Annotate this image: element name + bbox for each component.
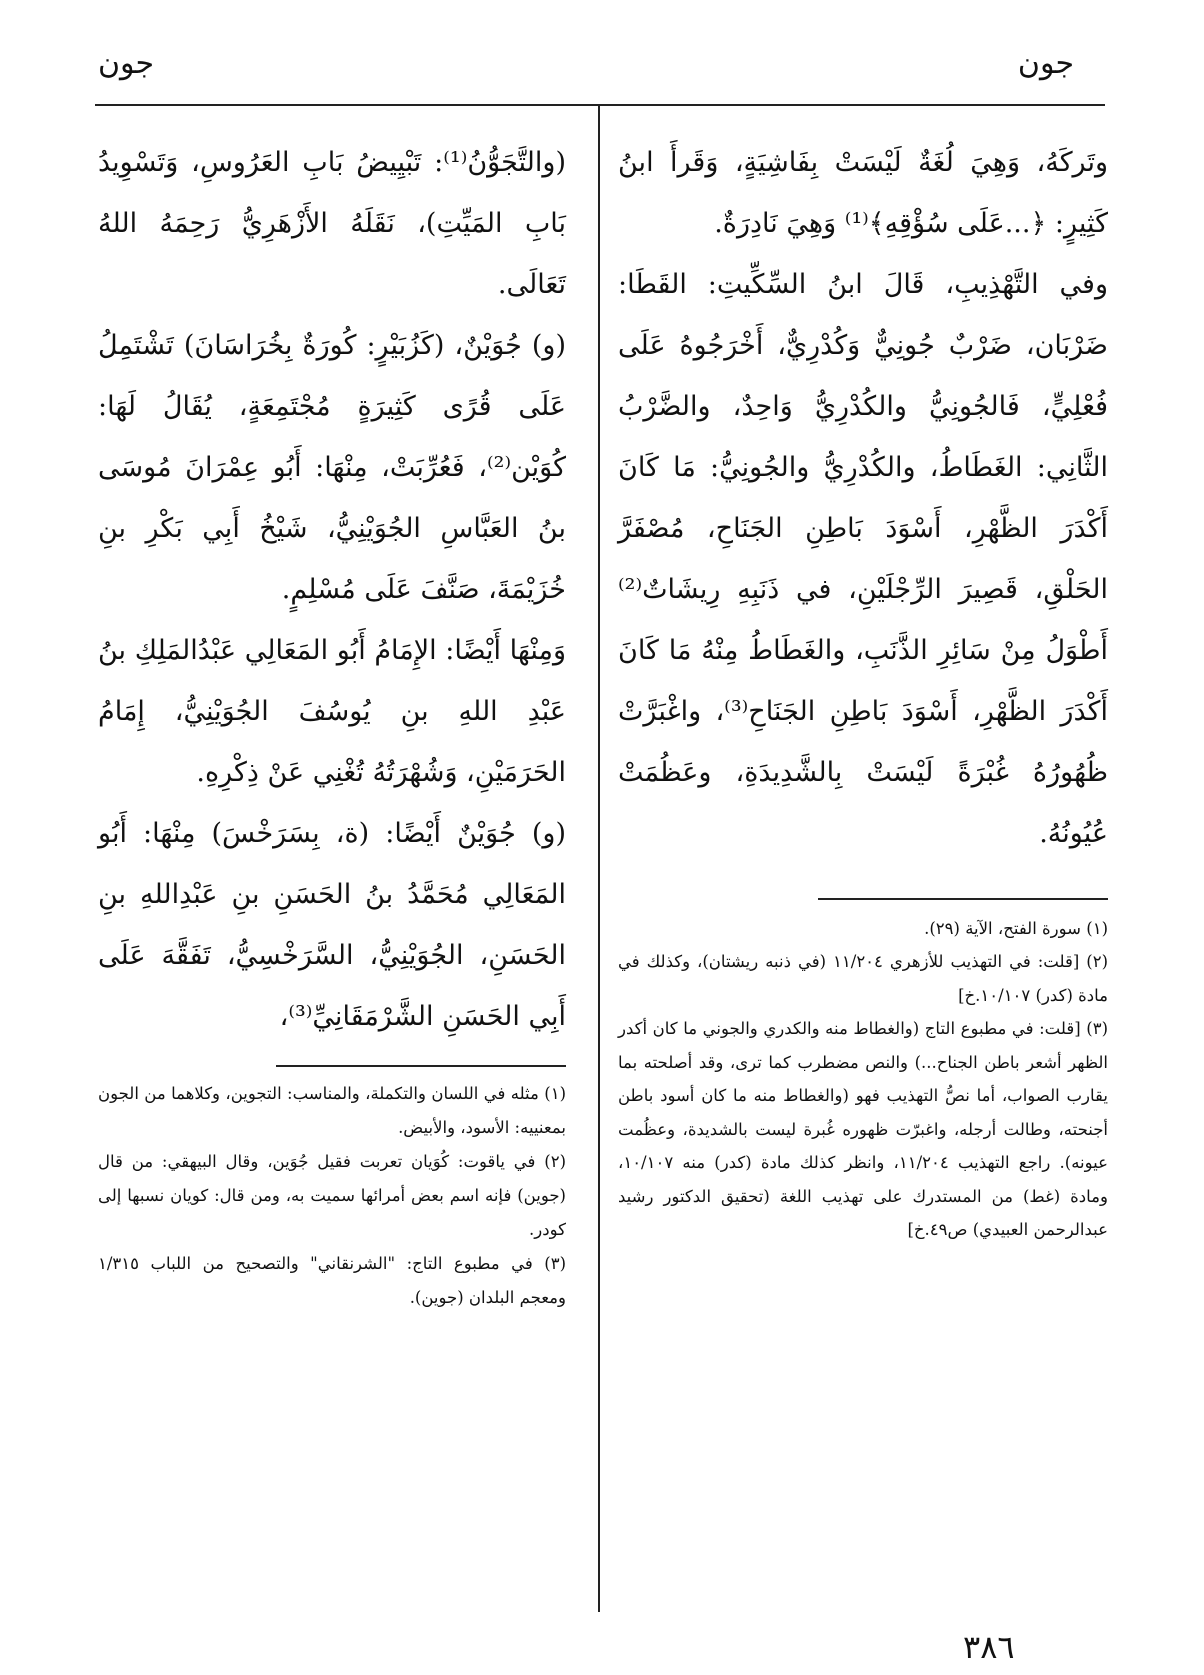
- footnote: (٢) [قلت: في التهذيب للأزهري ١١/٢٠٤ (في ذنبه ريشتان)، وكذلك في مادة (كدر) ١٠/١٠٧.خ]: [618, 952, 1109, 1005]
- running-header-left: جون: [98, 46, 155, 81]
- running-header-right: جون: [1017, 46, 1074, 81]
- page-number: ٣٨٦: [963, 1628, 1015, 1666]
- footnote-rule: [276, 1065, 566, 1067]
- footnote: (٢) في ياقوت: كُوَيان تعربت فقيل جُوَين، وقال البيهقي: من قال (جوين) فإنه اسم بعض أمرائها سميت به، ومن قال: كويان نسبها إلى كودر.: [98, 1151, 566, 1239]
- paragraph: وتَركَهُ، وَهِيَ لُغَةٌ لَيْسَتْ بِفَاشِيَةٍ، وَقَرأَ ابنُ كَثِيرٍ: ﴿...عَلَى سُؤْقِهِ﴾⁽¹⁾ وَهِيَ نَادِرَةٌ.: [618, 147, 1108, 239]
- right-column-footnotes: [618, 912, 1108, 1247]
- paragraph: (و) جُوَيْنٌ، (كَزُبَيْرٍ: كُورَةٌ بِخُرَاسَانَ) تَشْتَمِلُ عَلَى قُرًى كَثِيرَةٍ مُجْتَمِعَةٍ، يُقَالُ لَهَا: كُوَيْن⁽²⁾، فَعُرِّبَتْ، مِنْهَا: أَبُو عِمْرَانَ مُوسَى بنُ العَبَّاسِ الجُوَيْنِيُّ، شَيْخُ أَبِي بَكْرِ بنِ خُزَيْمَةَ، صَنَّفَ عَلَى مُسْلِمٍ.: [98, 330, 566, 605]
- left-column-body: [98, 132, 566, 1047]
- paragraph: (والتَّجَوُّنُ⁽¹⁾: تَبْيِيضُ بَابِ العَرُوسِ، وَتَسْوِيدُ بَابِ المَيِّتِ)، نَقَلَهُ الأَزْهَرِيُّ رَحِمَهُ اللهُ تَعَالَى.: [98, 147, 566, 300]
- footnote: (٣) [قلت: في مطبوع التاج (والغطاط منه والكدري والجوني ما كان أكدر الظهر أشعر باطن الجناح...) والنص مضطرب كما ترى، وقد أصلحته بما يقارب الصواب، أما نصُّ التهذيب فهو (والغطاط منه ما كان أسود باطن أجنحته، وطالت أرجله، واغبرّت ظهوره غُبرة ليست بالشديدة، وعظُمت عيونه). راجع التهذيب ١١/٢٠٤، وانظر كذلك مادة (كدر) منه ١٠/١٠٧، ومادة (غط) من المستدرك على تهذيب اللغة (تحقيق الدكتور رشيد عبدالرحمن العبيدي) ص٤٩.خ]: [618, 1019, 1108, 1239]
- left-column-footnotes: [98, 1077, 566, 1315]
- footnote: (١) سورة الفتح، الآية (٢٩).: [924, 918, 1108, 938]
- header-rule: [95, 104, 1105, 106]
- paragraph: وَمِنْهَا أَيْضًا: الإِمَامُ أَبُو المَعَالِي عَبْدُالمَلِكِ بنُ عَبْدِ اللهِ بنِ يُوسُفَ الجُوَيْنِيُّ، إِمَامُ الحَرَمَيْنِ، وَشُهْرَتُهُ تُغْنِي عَنْ ذِكْرِهِ.: [98, 635, 566, 788]
- right-column: [618, 132, 1108, 1247]
- column-divider: [598, 104, 600, 1612]
- footnote: (١) مثله في اللسان والتكملة، والمناسب: التجوين، وكلاهما من الجون بمعنييه: الأسود، والأبيض.: [98, 1083, 566, 1137]
- paragraph: (و) جُوَيْنٌ أَيْضًا: (ة، بِسَرَخْسَ) مِنْهَا: أَبُو المَعَالِي مُحَمَّدُ بنُ الحَسَنِ بنِ عَبْدِاللهِ بنِ الحَسَنِ، الجُوَيْنِيُّ، السَّرَخْسِيُّ، تَفَقَّهَ عَلَى أَبِي الحَسَنِ الشَّرْمَقَانِيِّ⁽³⁾،: [98, 818, 566, 1032]
- footnote: (٣) في مطبوع التاج: "الشرنقاني" والتصحيح من اللباب ١/٣١٥ ومعجم البلدان (جوين).: [98, 1253, 566, 1307]
- paragraph: وفي التَّهْذِيبِ، قَالَ ابنُ السِّكِّيتِ: القَطَا: ضَرْبَان، ضَرْبٌ جُونِيٌّ وَكُدْرِيٌّ، أَخْرَجُوهُ عَلَى فُعْلِيٍّ، فَالجُونِيُّ والكُدْرِيُّ وَاحِدٌ، والضَّرْبُ الثَّانِي: الغَطَاطُ، والكُدْرِيُّ والجُونِيُّ: مَا كَانَ أَكْدَرَ الظَّهْرِ، أَسْوَدَ بَاطِنِ الجَنَاحِ، مُصْفَرَّ الحَلْقِ، قَصِيرَ الرِّجْلَيْنِ، في ذَنَبِهِ رِيشَاتٌ⁽²⁾ أَطْوَلُ مِنْ سَائِرِ الذَّنَبِ، والغَطَاطُ مِنْهُ مَا كَانَ أَكْدَرَ الظَّهْرِ، أَسْوَدَ بَاطِنِ الجَنَاحِ⁽³⁾، واغْبَرَّتْ ظُهُورُهُ غُبْرَةً لَيْسَتْ بِالشَّدِيدَةِ، وعَظُمَتْ عُيُونُهُ.: [618, 269, 1108, 849]
- left-column: [98, 132, 566, 1315]
- right-column-body: [618, 132, 1108, 864]
- footnote-rule: [818, 898, 1108, 900]
